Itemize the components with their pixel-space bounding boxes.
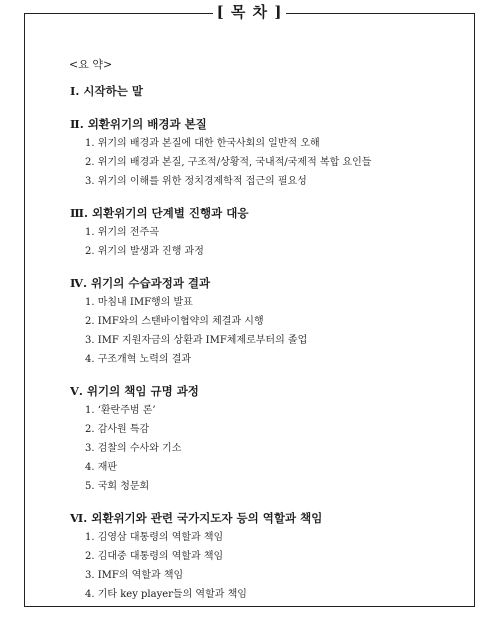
toc-item: 1. 마침내 IMF행의 발표 — [85, 297, 193, 308]
toc-item: 1. 김영삼 대통령의 역할과 책임 — [85, 532, 224, 543]
section-title: Ⅲ. 외환위기의 단계별 진행과 대응 — [70, 206, 249, 220]
toc-item: 3. 검찰의 수사와 기소 — [85, 443, 182, 454]
section-items — [85, 293, 479, 369]
section-items — [85, 528, 479, 604]
section-title: Ⅰ. 시작하는 말 — [70, 84, 143, 98]
summary-label: <요 약> — [69, 58, 113, 71]
section-items — [85, 134, 479, 191]
section-items — [85, 223, 479, 261]
toc-section — [69, 81, 479, 101]
section-title: Ⅴ. 위기의 책임 규명 과정 — [70, 384, 199, 398]
toc-item: 2. 김대중 대통령의 역할과 책임 — [85, 551, 224, 562]
toc-item: 3. IMF의 역할과 책임 — [85, 570, 184, 581]
toc-section — [69, 508, 479, 604]
toc-item: 2. 위기의 배경과 본질, 구조적/상황적, 국내적/국제적 복합 요인들 — [85, 157, 372, 168]
toc-sections — [69, 81, 479, 604]
section-items — [85, 401, 479, 496]
section-title: Ⅳ. 위기의 수습과정과 결과 — [70, 276, 211, 290]
toc-item: 4. 구조개혁 노력의 결과 — [85, 354, 192, 365]
toc-frame — [24, 3, 475, 607]
toc-item: 2. IMF와의 스탠바이협약의 체결과 시행 — [85, 316, 264, 327]
title-wrap — [25, 2, 474, 22]
toc-item: 4. 기타 key player들의 역할과 책임 — [85, 589, 247, 600]
toc-item: 2. 감사원 특감 — [85, 424, 150, 435]
toc-section — [69, 273, 479, 369]
page-title: [ 목 차 ] — [213, 2, 287, 22]
toc-section — [69, 114, 479, 191]
toc-item: 5. 국회 청문회 — [85, 481, 150, 492]
toc-item: 1. ‘환란주범 론’ — [85, 405, 156, 416]
toc-section — [69, 381, 479, 496]
section-title: Ⅱ. 외환위기의 배경과 본질 — [70, 117, 207, 131]
toc-content — [69, 56, 479, 604]
toc-item: 3. IMF 지원자금의 상환과 IMF체제로부터의 졸업 — [85, 335, 308, 346]
toc-item: 4. 재판 — [85, 462, 118, 473]
toc-item: 3. 위기의 이해를 위한 정치경제학적 접근의 필요성 — [85, 176, 307, 187]
toc-item: 2. 위기의 발생과 진행 과정 — [85, 246, 204, 257]
toc-item: 1. 위기의 배경과 본질에 대한 한국사회의 일반적 오해 — [85, 138, 320, 149]
section-title: Ⅵ. 외환위기와 관련 국가지도자 등의 역할과 책임 — [70, 511, 323, 525]
toc-item: 1. 위기의 전주곡 — [85, 227, 159, 238]
toc-section — [69, 203, 479, 261]
